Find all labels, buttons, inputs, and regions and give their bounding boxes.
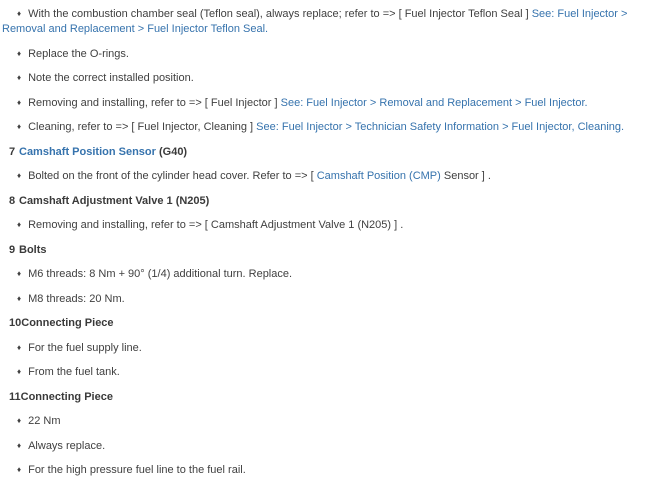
text-segment: Removing and installing, refer to => [ Fuel Injector ]: [28, 96, 281, 109]
section-number: 7: [9, 145, 16, 158]
bullet-diamond-icon: ♦: [17, 171, 22, 180]
doc-link[interactable]: See: Fuel Injector > Technician Safety Information > Fuel Injector, Cleaning.: [256, 121, 625, 133]
bullet-diamond-icon: ♦: [17, 269, 22, 278]
text-segment: Connecting Piece: [20, 390, 113, 403]
bullet-diamond-icon: ♦: [17, 97, 22, 107]
text-segment: Cleaning, refer to => [ Fuel Injector, Cleaning ]: [28, 121, 257, 133]
bullet-diamond-icon: ♦: [17, 465, 22, 474]
list-item: [2, 120, 646, 135]
list-item: [2, 218, 646, 233]
bullet-diamond-icon: ♦: [17, 220, 22, 229]
list-item: [2, 96, 646, 111]
doc-link[interactable]: See: Fuel Injector > Removal and Replacement > Fuel Injector.: [280, 96, 588, 109]
list-item: [2, 7, 646, 37]
text-segment: With the combustion chamber seal (Teflon seal), always replace; refer to => [ Fuel Injector Teflon Seal ]: [28, 8, 532, 20]
text-segment: Always replace.: [28, 439, 106, 452]
text-segment: (G40): [155, 145, 188, 158]
section-heading: [2, 145, 646, 160]
bullet-diamond-icon: ♦: [17, 367, 22, 376]
bullet-diamond-icon: ♦: [17, 440, 22, 450]
text-segment: M8 threads: 20 Nm.: [28, 292, 125, 305]
section-heading: [2, 243, 646, 258]
bullet-diamond-icon: ♦: [17, 48, 22, 58]
text-segment: Sensor ] .: [440, 170, 491, 182]
section-heading: [2, 194, 646, 209]
text-segment: M6 threads: 8 Nm + 90° (1/4) additional turn. Replace.: [28, 268, 293, 280]
doc-link[interactable]: Camshaft Position (CMP): [316, 170, 441, 182]
section-number: 8: [9, 194, 16, 207]
bullet-diamond-icon: ♦: [17, 342, 22, 352]
text-segment: For the fuel supply line.: [28, 341, 142, 354]
section-heading: [2, 316, 646, 331]
text-segment: Bolted on the front of the cylinder head cover. Refer to => [: [28, 170, 317, 182]
section-heading: [2, 390, 646, 405]
bullet-diamond-icon: ♦: [17, 73, 22, 82]
list-item: [2, 169, 646, 184]
text-segment: Note the correct installed position.: [28, 72, 194, 84]
list-item: [2, 341, 646, 356]
list-item: [2, 47, 646, 62]
section-number: 9: [9, 243, 16, 256]
bullet-diamond-icon: ♦: [17, 416, 22, 425]
text-segment: Bolts: [19, 243, 47, 256]
list-item: [2, 267, 646, 282]
doc-link[interactable]: See: Fuel Injector > Removal and Replacement > Fuel Injector Teflon Seal.: [2, 8, 628, 35]
text-segment: For the high pressure fuel line to the fuel rail.: [28, 464, 246, 476]
bullet-diamond-icon: ♦: [17, 293, 22, 303]
section-number: 11: [9, 390, 21, 403]
text-segment: Replace the O-rings.: [28, 47, 129, 60]
doc-link[interactable]: Camshaft Position Sensor: [19, 145, 156, 158]
list-item: [2, 414, 646, 429]
list-item: [2, 365, 646, 380]
text-segment: Removing and installing, refer to => [ Camshaft Adjustment Valve 1 (N205) ] .: [28, 219, 404, 231]
text-segment: 22 Nm: [28, 415, 61, 427]
text-segment: Camshaft Adjustment Valve 1 (N205): [19, 194, 210, 207]
text-segment: From the fuel tank.: [28, 366, 120, 378]
bullet-diamond-icon: ♦: [17, 122, 22, 131]
list-item: [2, 463, 646, 478]
section-number: 10: [9, 317, 22, 329]
list-item: [2, 439, 646, 454]
list-item: [2, 71, 646, 86]
text-segment: Connecting Piece: [21, 317, 114, 329]
list-item: [2, 292, 646, 307]
bullet-diamond-icon: ♦: [17, 9, 22, 18]
